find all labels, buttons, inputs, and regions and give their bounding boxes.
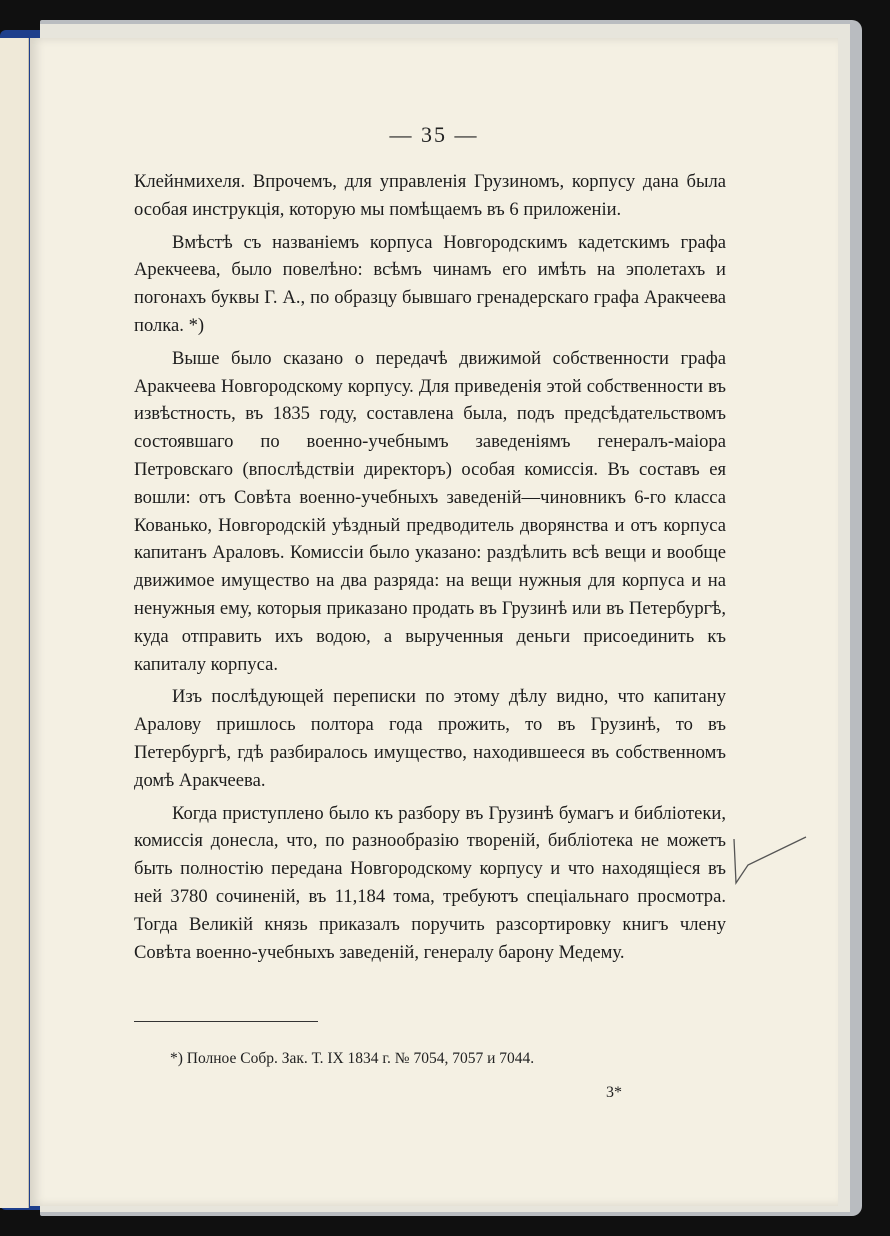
paragraph-1: Клейнмихеля. Впрочемъ, для управленія Грузиномъ, корпусу дана была особая инструкція, которую мы помѣщаемъ въ 6 приложеніи. (134, 171, 726, 220)
paragraph-2: Вмѣстѣ съ названіемъ корпуса Новгородскимъ кадетскимъ графа Арекчеева, было повелѣно: всѣмъ чинамъ его имѣть на эполетахъ и погонахъ буквы Г. А., по образцу бывшаго гренадерскаго графа Аракчеева полка. *) (134, 231, 726, 336)
book-page (30, 38, 838, 1206)
footnote-rule (134, 1021, 318, 1022)
left-page-strip (0, 38, 29, 1208)
pencil-check-mark (730, 833, 810, 913)
paragraph-4: Изъ послѣдующей переписки по этому дѣлу видно, что капитану Аралову пришлось полтора года прожить, то въ Грузинѣ, то въ Петербургѣ, гдѣ разбиралось имущество, находившееся въ собственномъ домѣ Аракчеева. (134, 686, 726, 791)
body-text (134, 168, 726, 971)
paragraph-3: Выше было сказано о передачѣ движимой собственности графа Аракчеева Новгородскому корпусу. Для приведенія этой собственности въ извѣстность, въ 1835 году, составлена была, подъ предсѣдательствомъ состоявшаго по военно-учебнымъ заведеніямъ генералъ-маіора Петровскаго (впослѣдствіи директоръ) особая комиссія. Въ составъ ея вошли: отъ Совѣта военно-учебныхъ заведеній—чиновникъ 6-го класса Кованько, Новгородскій уѣздный предводитель дворянства и отъ корпуса капитанъ Араловъ. Комиссіи было указано: раздѣлить всѣ вещи и вообще движимое имущество на два разряда: на вещи нужныя для корпуса и на ненужныя ему, которыя приказано продать въ Грузинѣ или въ Петербургѣ, куда отправить ихъ водою, а вырученныя деньги присоединить къ капиталу корпуса. (134, 347, 726, 675)
signature-mark: 3* (606, 1084, 622, 1101)
paragraph-5: Когда приступлено было къ разбору въ Грузинѣ бумагъ и библіотеки, комиссія донесла, что, по разнообразію твореній, библіотека не можетъ быть полностію передана Новгородскому корпусу и что находящіеся въ ней 3780 сочиненій, въ 11,184 тома, требуютъ спеціальнаго просмотра. Тогда Великій князь приказалъ поручить разсортировку книгъ члену Совѣта военно-учебныхъ заведеній, генералу барону Медему. (134, 802, 726, 963)
footnote: *) Полное Собр. Зак. Т. IX 1834 г. № 7054, 7057 и 7044. (170, 1050, 535, 1067)
page-number: — 35 — (389, 122, 479, 147)
